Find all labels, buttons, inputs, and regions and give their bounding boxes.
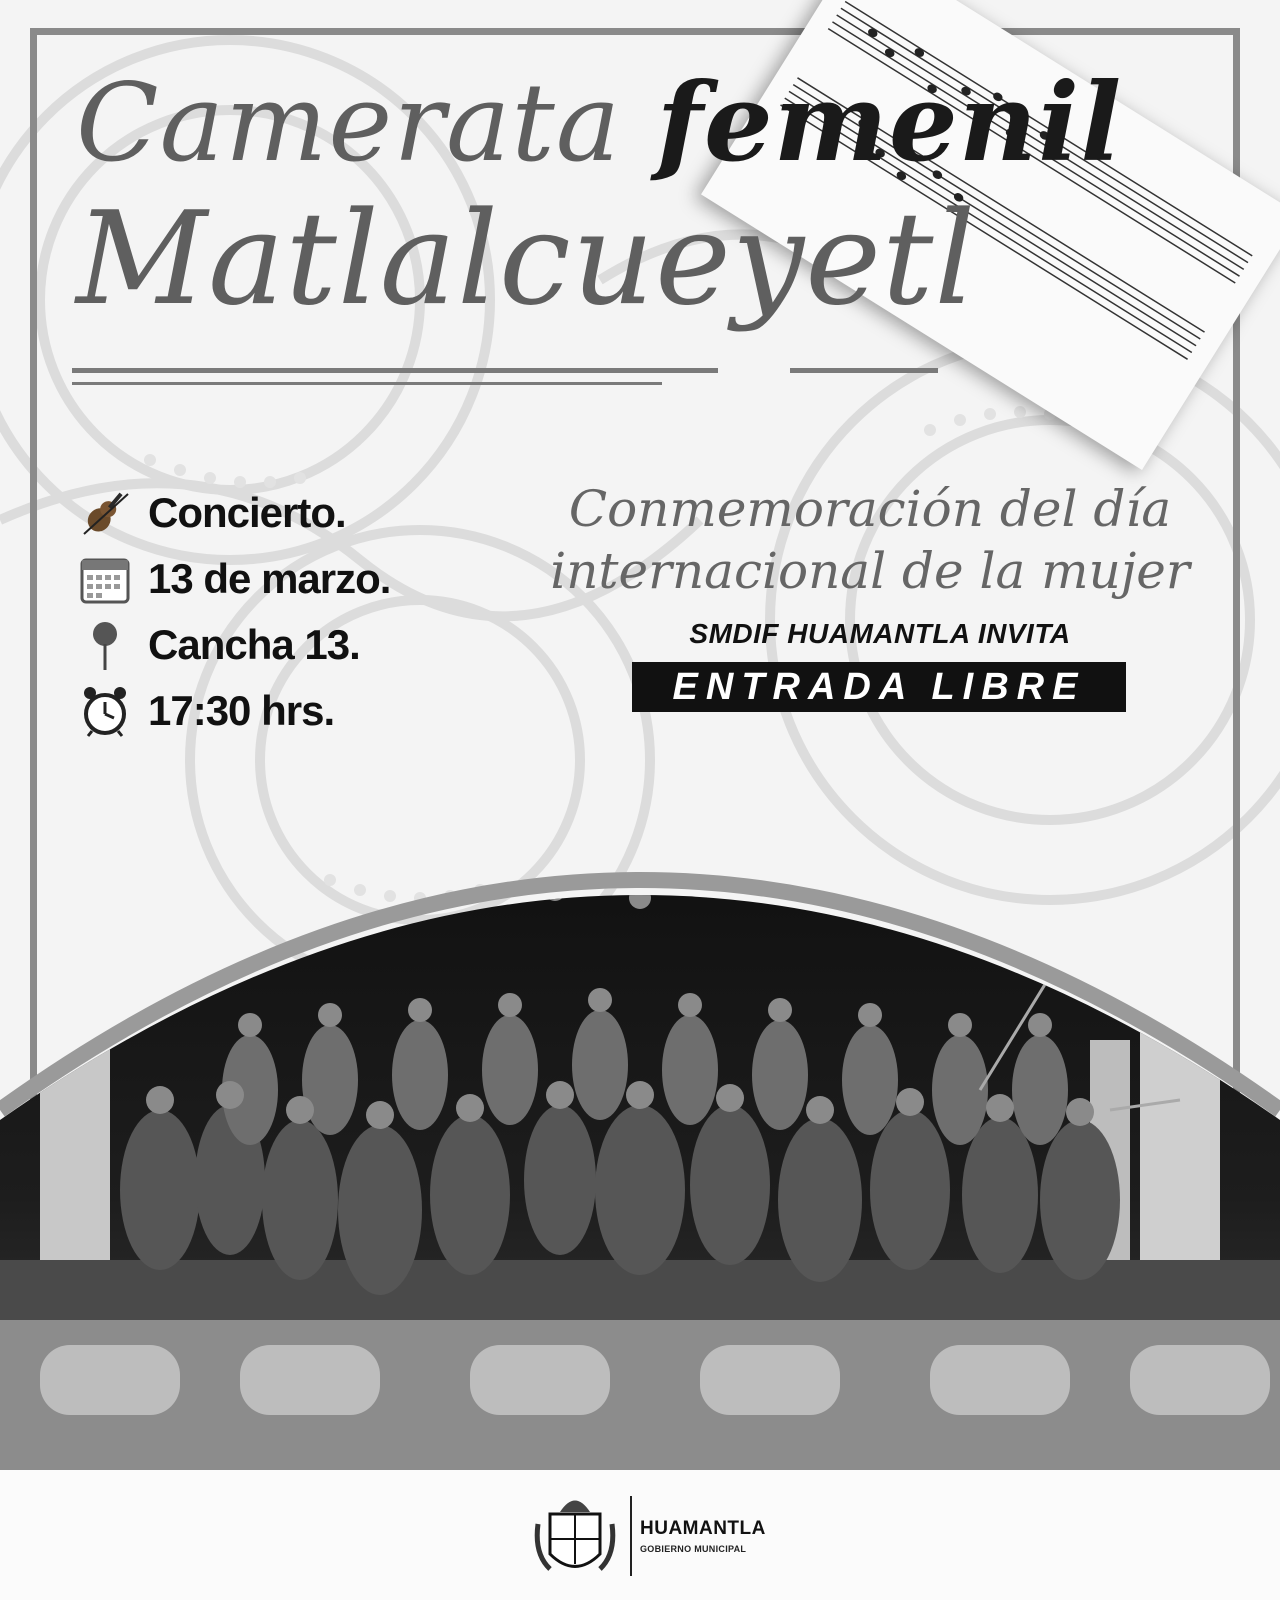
footer-name: HUAMANTLA: [640, 1518, 766, 1539]
calendar-icon: [76, 550, 134, 608]
detail-text: Cancha 13.: [148, 621, 360, 668]
title-underline-right: [790, 368, 938, 373]
title-line-1: [76, 60, 1122, 186]
logo-divider: [630, 1496, 632, 1576]
title-matlalcueyetl: Matlalcueyetl: [76, 185, 977, 334]
detail-text: Concierto.: [148, 489, 346, 536]
commemoration-line-1: Conmemoración del día: [568, 480, 1172, 538]
detail-text: 17:30 hrs.: [148, 687, 335, 734]
detail-location: [76, 612, 390, 678]
commemoration-line-2: internacional de la mujer: [550, 542, 1190, 600]
title-underline-secondary: [72, 382, 662, 385]
footer-subtitle: GOBIERNO MUNICIPAL: [640, 1544, 747, 1554]
detail-concert: [76, 480, 390, 546]
title-underline: [72, 368, 718, 373]
orchestra-photo: [0, 790, 1280, 1470]
location-pin-icon: [76, 616, 134, 674]
violin-icon: [76, 484, 134, 542]
title-femenil: femenil: [656, 60, 1123, 186]
alarm-clock-icon: [76, 682, 134, 740]
detail-date: [76, 546, 390, 612]
municipal-coat-of-arms-logo: [530, 1484, 620, 1584]
title-camerata: Camerata: [76, 61, 622, 186]
free-entry-badge: ENTRADA LIBRE: [632, 662, 1126, 712]
commemoration-text: [540, 478, 1200, 602]
event-details: [76, 480, 390, 744]
detail-text: 13 de marzo.: [148, 555, 391, 602]
detail-time: [76, 678, 390, 744]
invite-text: SMDIF HUAMANTLA INVITA: [689, 618, 1071, 649]
